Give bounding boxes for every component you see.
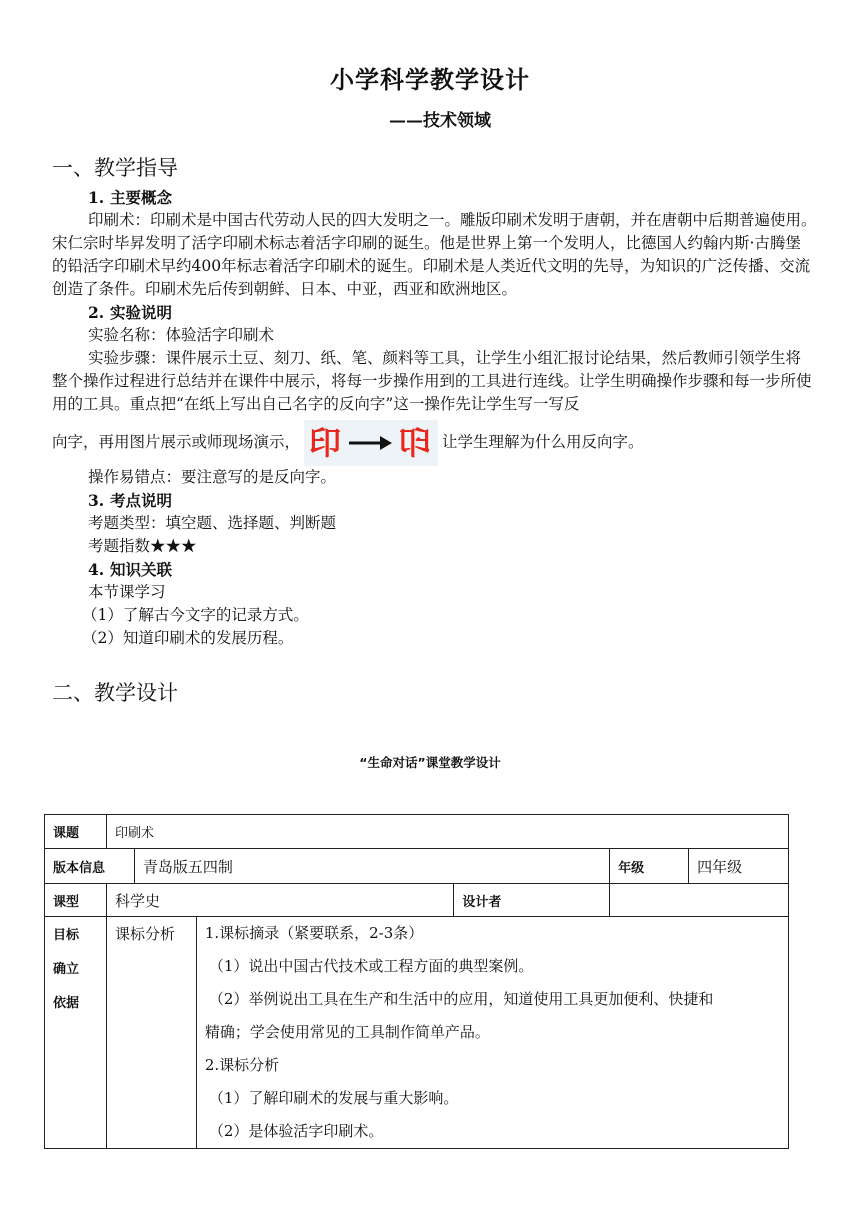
section-heading-design: 二、教学设计	[52, 681, 178, 705]
exam-question-types: 考题类型：填空题、选择题、判断题	[88, 514, 337, 532]
grade-value: 四年级	[689, 849, 789, 884]
version-value: 青岛版五四制	[134, 849, 609, 884]
list-item: 精确；学会使用常见的工具制作简单产品。	[204, 1023, 490, 1041]
experiment-steps-continued: 向字，再用图片展示或师现场演示， 印 印 让学生理解为什么用反向字。	[52, 420, 812, 466]
exam-index: 考题指数★★★	[88, 537, 197, 555]
main-concept-paragraph: 印刷术：印刷术是中国古代劳动人民的四大发明之一。雕版印刷术发明于唐朝，并在唐朝中后期普遍使用。 宋仁宗时毕昇发明了活字印刷术标志着活字印刷的诞生。他是世界上第一个发明人，比德国人约翰内斯·古腾堡的铅活字印刷术早约400年标志着活字印刷术的诞生。印刷术是人类近代文明的先导，为知识的广泛传播、交流创造了条件。印刷术先后传到朝鲜、日本、中亚，西亚和欧洲地区。	[52, 211, 825, 298]
subsection-title-knowledge-link: 4. 知识关联	[88, 560, 173, 579]
list-item: （1）说出中国古代技术或工程方面的典型案例。	[208, 957, 534, 975]
table-row	[45, 815, 789, 849]
standards-analysis-content	[196, 917, 788, 1149]
subsection-title-exam-points: 3. 考点说明	[88, 491, 173, 510]
designer-value	[610, 884, 789, 917]
guidance-body	[52, 186, 825, 650]
table-row	[45, 849, 789, 884]
knowledge-intro: 本节课学习	[88, 583, 166, 601]
list-item: 1.课标摘录（紧要联系，2-3条）	[204, 924, 424, 942]
knowledge-item-2: （2）知道印刷术的发展历程。	[82, 629, 294, 647]
topic-value: 印刷术	[106, 815, 788, 849]
type-label: 课型	[45, 884, 107, 917]
table-row	[45, 917, 789, 1149]
designer-label: 设计者	[454, 884, 610, 917]
subsection-title-main-concept: 1. 主要概念	[88, 188, 173, 207]
table-title: “生命对话”课堂教学设计	[359, 755, 501, 770]
knowledge-item-1: （1）了解古今文字的记录方式。	[82, 606, 309, 624]
version-label: 版本信息	[45, 849, 135, 884]
section-heading-guidance: 一、教学指导	[52, 156, 178, 180]
list-item: （2）举例说出工具在生产和生活中的应用，知道使用工具更加便利、快捷和	[208, 990, 714, 1008]
experiment-mistake: 操作易错点：要注意写的是反向字。	[88, 468, 337, 486]
standards-analysis-label: 课标分析	[106, 917, 196, 1149]
original-character: 印	[309, 424, 342, 462]
subsection-title-experiment: 2. 实验说明	[88, 303, 173, 322]
exam-index-stars: ★★★	[150, 537, 197, 555]
mirrored-character: 印	[399, 424, 432, 462]
type-value: 科学史	[106, 884, 453, 917]
list-item: 2.课标分析	[204, 1056, 280, 1074]
grade-label: 年级	[610, 849, 689, 884]
document-title: 小学科学教学设计	[330, 65, 530, 94]
list-item: （1）了解印刷术的发展与重大影响。	[208, 1089, 459, 1107]
mirror-character-figure	[304, 420, 438, 466]
goal-basis-label: 目标 确立 依据	[45, 917, 107, 1149]
experiment-steps: 实验步骤：课件展示土豆、刻刀、纸、笔、颜料等工具，让学生小组汇报讨论结果，然后教师引领学生将整个操作过程进行总结并在课件中展示，将每一步操作用到的工具进行连线。让学生明确操作步骤和每一步所使用的工具。重点把“在纸上写出自己名字的反向字”这一操作先让学生写一写反	[52, 349, 812, 413]
table-row	[45, 884, 789, 917]
list-item: （2）是体验活字印刷术。	[208, 1122, 384, 1140]
experiment-name: 实验名称：体验活字印刷术	[88, 326, 275, 344]
lesson-design-table	[44, 814, 789, 1149]
mirror-character-illustration	[304, 420, 438, 466]
document-subtitle: ——技术领域	[389, 111, 491, 131]
topic-label: 课题	[45, 815, 107, 849]
